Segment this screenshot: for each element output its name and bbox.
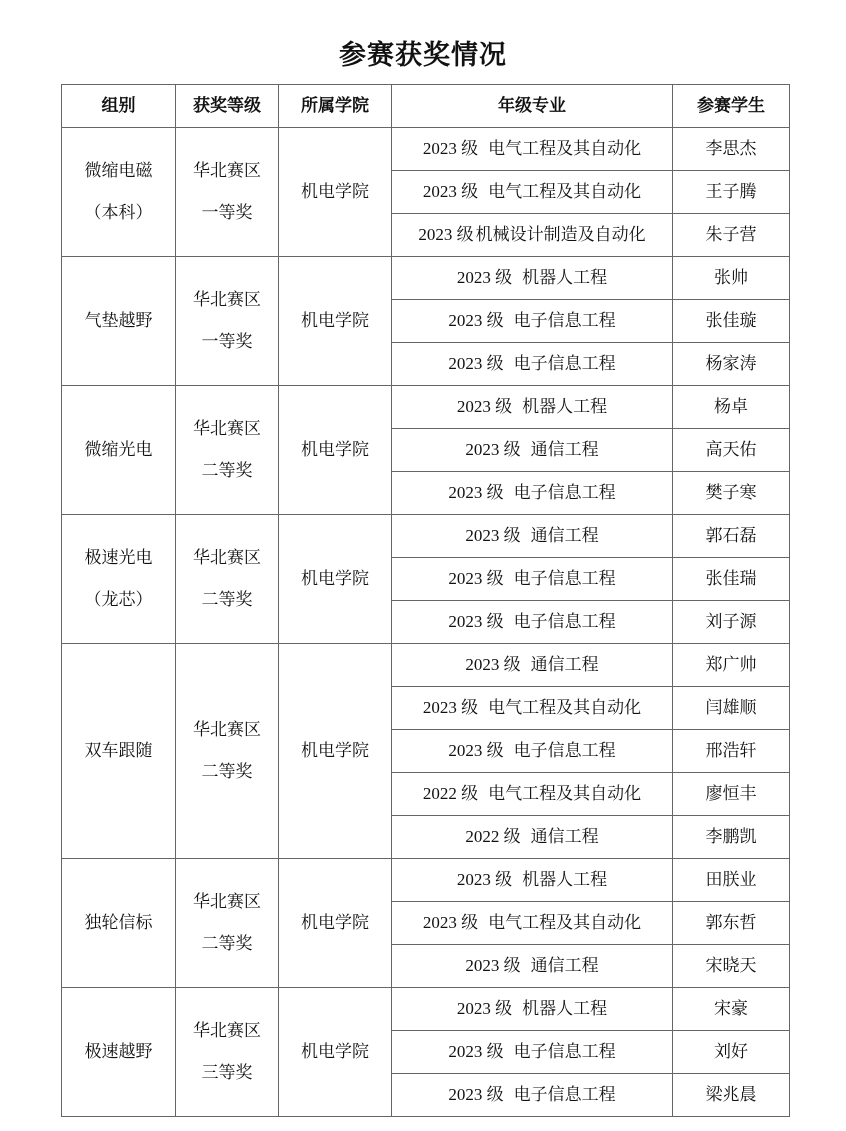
grade-major-cell [392,945,673,988]
grade-major-cell [392,601,673,644]
award-level-cell [176,257,279,386]
student-name-cell: 郭东哲 [673,902,790,945]
header-student: 参赛学生 [673,85,790,128]
student-name-cell: 郑广帅 [673,644,790,687]
college-cell: 机电学院 [279,644,392,859]
page-title: 参赛获奖情况 [339,40,507,71]
college-cell: 机电学院 [279,128,392,257]
student-name-cell: 刘好 [673,1031,790,1074]
table-row [62,859,790,902]
grade-major-cell [392,386,673,429]
grade-major-cell [392,730,673,773]
grade-major-cell [392,257,673,300]
student-name-cell: 杨家涛 [673,343,790,386]
table-header-row [62,85,790,128]
major-text: 机械设计制造及自动化 [475,225,646,245]
student-name-cell: 李鹏凯 [673,816,790,859]
award-level-line: 一等奖 [201,332,253,352]
student-name-cell: 高天佑 [673,429,790,472]
group-name-line: （本科） [84,203,153,223]
award-level-line: 二等奖 [201,934,253,954]
group-name-cell [62,644,176,859]
student-name-cell: 李思杰 [673,128,790,171]
table-body [62,128,790,1117]
major-text: 电气工程及其自动化 [488,913,642,933]
college-cell: 机电学院 [279,386,392,515]
group-name-line: 微缩光电 [84,440,153,460]
major-text: 机器人工程 [522,870,608,890]
student-name-cell: 田朕业 [673,859,790,902]
major-text: 通信工程 [530,655,599,675]
grade-text: 2023 级 [448,569,504,588]
group-name-cell [62,257,176,386]
grade-major-cell [392,816,673,859]
major-text: 电子信息工程 [513,1042,616,1062]
award-level-line: 华北赛区 [193,419,261,439]
grade-text: 2023 级 [456,397,513,416]
grade-major-cell [392,859,673,902]
student-name-cell: 杨卓 [673,386,790,429]
grade-major-cell [392,1031,673,1074]
group-name-cell [62,988,176,1117]
group-name-cell [62,859,176,988]
grade-text: 2022 级 [422,784,479,803]
grade-text: 2023 级 [448,483,504,502]
student-name-cell: 王子腾 [673,171,790,214]
grade-major-cell [392,171,673,214]
header-college: 所属学院 [279,85,392,128]
student-name-cell: 邢浩轩 [673,730,790,773]
grade-major-cell [392,429,673,472]
grade-text: 2023 级 [418,225,474,244]
group-name-line: 气垫越野 [84,311,153,331]
major-text: 通信工程 [530,827,599,847]
award-level-cell [176,988,279,1117]
grade-text: 2023 级 [422,139,479,158]
major-text: 机器人工程 [522,397,608,417]
student-name-cell: 张佳瑞 [673,558,790,601]
major-text: 机器人工程 [522,999,608,1019]
grade-major-cell [392,644,673,687]
major-text: 电气工程及其自动化 [488,139,642,159]
table-row [62,386,790,429]
grade-major-cell [392,902,673,945]
college-cell: 机电学院 [279,859,392,988]
grade-major-cell [392,515,673,558]
group-name-line: 极速光电 [84,548,153,568]
grade-major-cell [392,773,673,816]
major-text: 电气工程及其自动化 [488,784,642,804]
group-name-line: （龙芯） [84,590,153,610]
award-level-line: 二等奖 [201,461,253,481]
major-text: 电子信息工程 [513,1085,616,1105]
grade-major-cell [392,472,673,515]
grade-text: 2023 级 [448,311,504,330]
award-level-line: 三等奖 [201,1063,253,1083]
award-level-line: 华北赛区 [193,290,261,310]
grade-major-cell [392,343,673,386]
grade-major-cell [392,1074,673,1117]
group-name-line: 极速越野 [84,1042,153,1062]
grade-text: 2023 级 [448,612,504,631]
award-level-cell [176,859,279,988]
major-text: 电子信息工程 [513,569,616,589]
major-text: 通信工程 [530,440,599,460]
grade-text: 2023 级 [422,913,479,932]
grade-text: 2023 级 [456,268,513,287]
award-level-cell [176,644,279,859]
group-name-cell [62,386,176,515]
grade-text: 2023 级 [465,440,521,459]
grade-major-cell [392,214,673,257]
student-name-cell: 廖恒丰 [673,773,790,816]
table-row [62,257,790,300]
grade-major-cell [392,988,673,1031]
award-level-line: 华北赛区 [193,892,261,912]
major-text: 电子信息工程 [513,354,616,374]
student-name-cell: 闫雄顺 [673,687,790,730]
grade-major-cell [392,300,673,343]
grade-text: 2023 级 [456,870,513,889]
group-name-cell [62,128,176,257]
major-text: 电子信息工程 [513,612,616,632]
grade-text: 2023 级 [448,1042,504,1061]
college-cell: 机电学院 [279,257,392,386]
table-row [62,644,790,687]
grade-text: 2023 级 [465,956,521,975]
major-text: 电气工程及其自动化 [488,182,642,202]
student-name-cell: 郭石磊 [673,515,790,558]
group-name-line: 独轮信标 [84,913,153,933]
award-level-line: 华北赛区 [193,161,261,181]
award-level-line: 二等奖 [201,590,253,610]
grade-text: 2023 级 [448,1085,504,1104]
grade-text: 2023 级 [456,999,513,1018]
grade-major-cell [392,558,673,601]
major-text: 电气工程及其自动化 [488,698,642,718]
grade-text: 2023 级 [465,526,521,545]
awards-table [61,84,790,1117]
student-name-cell: 张帅 [673,257,790,300]
college-cell: 机电学院 [279,515,392,644]
award-level-cell [176,515,279,644]
grade-text: 2023 级 [422,698,479,717]
student-name-cell: 梁兆晨 [673,1074,790,1117]
header-group: 组别 [62,85,176,128]
student-name-cell: 张佳璇 [673,300,790,343]
group-name-line: 微缩电磁 [84,161,153,181]
header-award-level: 获奖等级 [176,85,279,128]
grade-major-cell [392,687,673,730]
major-text: 通信工程 [530,526,599,546]
table-row [62,988,790,1031]
major-text: 机器人工程 [522,268,608,288]
major-text: 电子信息工程 [513,311,616,331]
grade-major-cell [392,128,673,171]
student-name-cell: 宋晓天 [673,945,790,988]
student-name-cell: 刘子源 [673,601,790,644]
grade-text: 2022 级 [465,827,521,846]
group-name-line: 双车跟随 [84,741,153,761]
award-level-line: 一等奖 [201,203,253,223]
award-level-cell [176,386,279,515]
table-row [62,128,790,171]
major-text: 通信工程 [530,956,599,976]
award-level-line: 华北赛区 [193,720,261,740]
award-level-cell [176,128,279,257]
grade-text: 2023 级 [422,182,479,201]
grade-text: 2023 级 [448,741,504,760]
group-name-cell [62,515,176,644]
grade-text: 2023 级 [465,655,521,674]
award-level-line: 华北赛区 [193,548,261,568]
student-name-cell: 樊子寒 [673,472,790,515]
grade-text: 2023 级 [448,354,504,373]
college-cell: 机电学院 [279,988,392,1117]
header-grade-major: 年级专业 [392,85,673,128]
table-row [62,515,790,558]
award-level-line: 华北赛区 [193,1021,261,1041]
major-text: 电子信息工程 [513,483,616,503]
student-name-cell: 朱子营 [673,214,790,257]
award-level-line: 二等奖 [201,762,253,782]
student-name-cell: 宋豪 [673,988,790,1031]
major-text: 电子信息工程 [513,741,616,761]
